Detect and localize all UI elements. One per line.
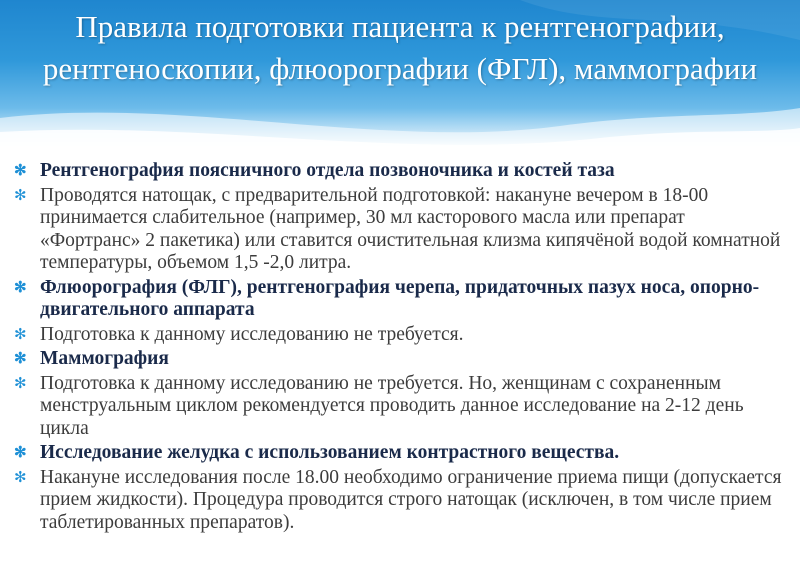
- star-bullet-icon: ✻: [14, 445, 27, 461]
- list-item-heading: [12, 348, 788, 371]
- star-bullet-icon: ✻: [14, 326, 27, 343]
- star-bullet-icon: ✻: [14, 163, 27, 179]
- list-item-body: [12, 324, 788, 347]
- list-item-text: Рентгенография поясничного отдела позвоночника и костей таза: [40, 160, 615, 181]
- list-item-body: [12, 185, 788, 275]
- star-bullet-icon: ✻: [14, 187, 27, 204]
- list-item-text: Маммография: [40, 348, 169, 369]
- list-item-text: Подготовка к данному исследованию не требуется.: [40, 323, 464, 345]
- list-item-text: Накануне исследования после 18.00 необходимо ограничение приема пищи (допускается прием жидкости). Процедура проводится строго натощак (исключен, в том числе прием таблетированных препаратов).: [40, 466, 782, 533]
- list-item-text: Флюорография (ФЛГ), рентгенография черепа, придаточных пазух носа, опорно-двигательного аппарата: [40, 276, 760, 320]
- list-item-body: [12, 467, 788, 535]
- bullet-list: [12, 160, 788, 536]
- slide-title: Правила подготовки пациента к рентгенографии, рентгеноскопии, флюорографии (ФГЛ), маммографии: [42, 9, 758, 86]
- list-item-heading: [12, 442, 788, 465]
- star-bullet-icon: ✻: [14, 351, 27, 367]
- list-item-heading: [12, 160, 788, 183]
- list-item-body: [12, 373, 788, 441]
- star-bullet-icon: ✻: [14, 279, 27, 296]
- star-bullet-icon: ✻: [14, 375, 27, 392]
- list-item-heading: [12, 277, 788, 322]
- list-item-text: Подготовка к данному исследованию не требуется. Но, женщинам с сохраненным менструальным циклом рекомендуется проводить данное исследование на 2-12 день цикла: [40, 372, 744, 439]
- list-item-text: Исследование желудка с использованием контрастного вещества.: [40, 442, 620, 463]
- star-bullet-icon: ✻: [14, 469, 27, 486]
- list-item-text: Проводятся натощак, с предварительной подготовкой: накануне вечером в 18-00 принимается слабительное (например, 30 мл касторового масла или препарат «Фортранс» 2 пакетика) или ставится очистительная клизма кипячёной водой комнатной температуры, объемом 1,5 -2,0 литра.: [40, 184, 781, 273]
